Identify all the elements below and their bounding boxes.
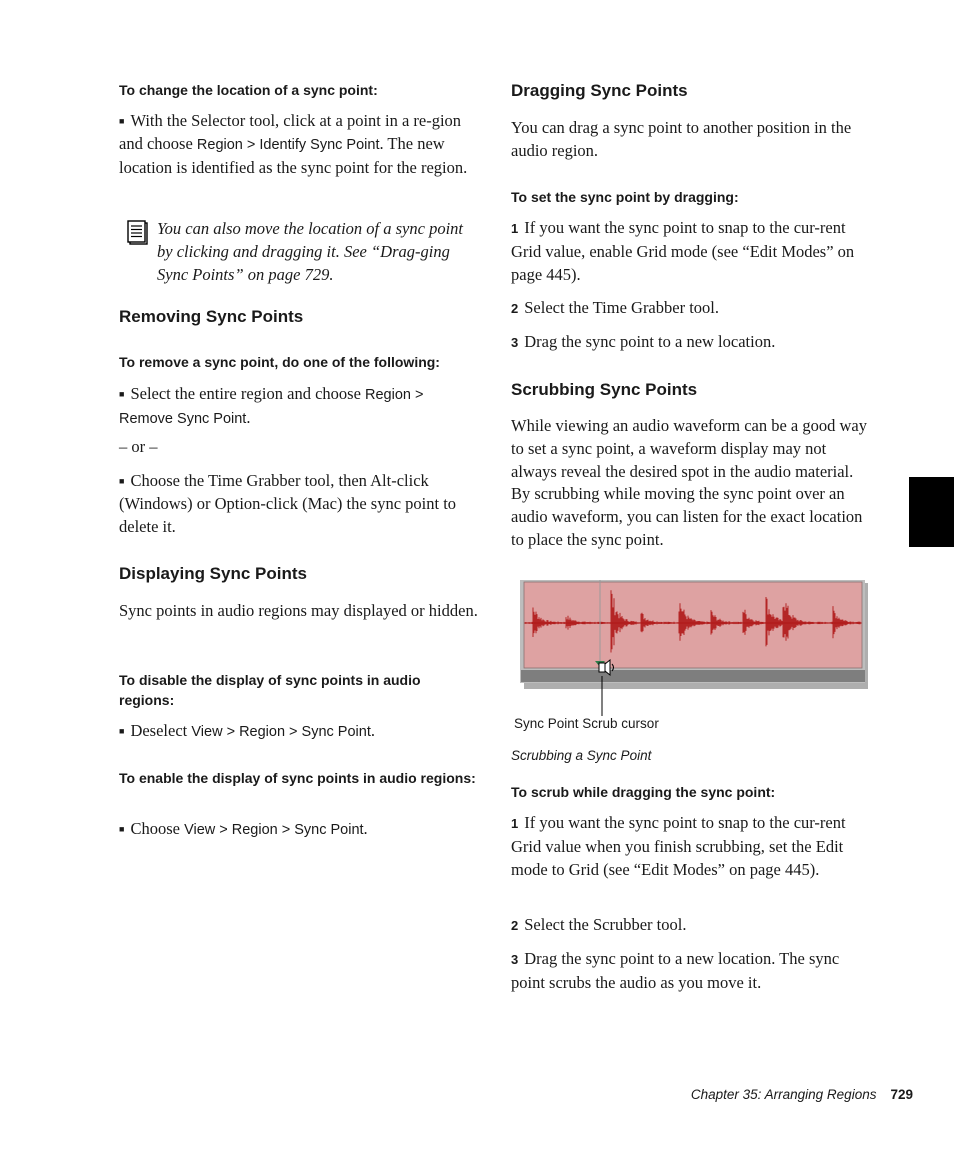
chapter-thumb-tab <box>909 477 954 547</box>
bullet-disable: ■ Deselect View > Region > Sync Point. <box>119 721 375 740</box>
step-1: 1 If you want the sync point to snap to the cur-rent Grid value, enable Grid mode (see “Edit Modes” on page 445). <box>511 218 855 284</box>
menu-path: Region > Remove Sync Point <box>119 387 424 427</box>
note-text: You can also move the location of a sync point by clicking and dragging it. See “Drag-ging Sync Points” on page 729. <box>157 219 463 284</box>
procedure-heading-change: To change the location of a sync point: <box>119 82 378 98</box>
procedure-heading-enable: To enable the display of sync points in audio regions: <box>119 770 476 786</box>
heading-dragging-sync-points: Dragging Sync Points <box>511 81 688 100</box>
heading-removing-sync-points: Removing Sync Points <box>119 307 304 326</box>
menu-path: View > Region > Sync Point <box>191 724 371 740</box>
footer-chapter: Chapter 35: Arranging Regions <box>690 1087 877 1102</box>
bullet-square-icon: ■ <box>119 726 125 736</box>
figure-callout: Sync Point Scrub cursor <box>514 716 659 731</box>
figure-scrubbing-sync-point <box>511 570 871 720</box>
menu-path: View > Region > Sync Point <box>184 822 364 838</box>
scrub-step-2: 2 Select the Scrubber tool. <box>511 915 687 934</box>
bullet-enable: ■ Choose View > Region > Sync Point. <box>119 819 368 838</box>
scrub-step-3: 3 Drag the sync point to a new location. The sync point scrubs the audio as you move it. <box>511 949 840 992</box>
scrubbing-body: While viewing an audio waveform can be a good way to set a sync point, a waveform display may not always reveal the desired spot in the audio material. By scrubbing while moving the sync point over an audio waveform, you can listen for the exact location to place the sync point. <box>511 416 867 549</box>
scrub-step-1: 1 If you want the sync point to snap to the cur-rent Grid value when you finish scrubbing, set the Edit mode to Grid (see “Edit Modes” on page 445). <box>511 813 846 879</box>
note-icon <box>127 220 149 246</box>
bullet-change-location: ■ With the Selector tool, click at a point in a re-gion and choose Region > Identify Sync Point. The new location is identified as the sync point for the region. <box>119 111 468 177</box>
bullet-remove-region: ■ Select the entire region and choose Region > Remove Sync Point. <box>119 384 424 427</box>
step-3: 3 Drag the sync point to a new location. <box>511 332 776 351</box>
region-name-bar <box>521 670 865 682</box>
page-footer <box>600 1087 913 1102</box>
procedure-heading-remove: To remove a sync point, do one of the following: <box>119 354 440 370</box>
heading-displaying-sync-points: Displaying Sync Points <box>119 564 307 583</box>
procedure-heading-scrub: To scrub while dragging the sync point: <box>511 784 776 800</box>
menu-path: Region > Identify Sync Point <box>196 136 380 153</box>
procedure-heading-set: To set the sync point by dragging: <box>511 189 739 205</box>
bullet-square-icon: ■ <box>119 389 125 399</box>
dragging-body: You can drag a sync point to another position in the audio region. <box>511 118 852 160</box>
step-2: 2 Select the Time Grabber tool. <box>511 298 719 317</box>
figure-caption: Scrubbing a Sync Point <box>511 748 652 763</box>
bullet-remove-grabber: ■ Choose the Time Grabber tool, then Alt-click (Windows) or Option-click (Mac) the sync point to delete it. <box>119 471 457 536</box>
procedure-heading-disable: To disable the display of sync points in audio regions: <box>119 672 421 708</box>
page-number: 729 <box>890 1087 913 1102</box>
or-separator: – or – <box>119 437 158 456</box>
heading-scrubbing-sync-points: Scrubbing Sync Points <box>511 380 698 399</box>
displaying-body: Sync points in audio regions may displayed or hidden. <box>119 601 478 620</box>
bullet-square-icon: ■ <box>119 476 125 486</box>
bullet-square-icon: ■ <box>119 116 125 126</box>
bullet-square-icon: ■ <box>119 824 125 834</box>
